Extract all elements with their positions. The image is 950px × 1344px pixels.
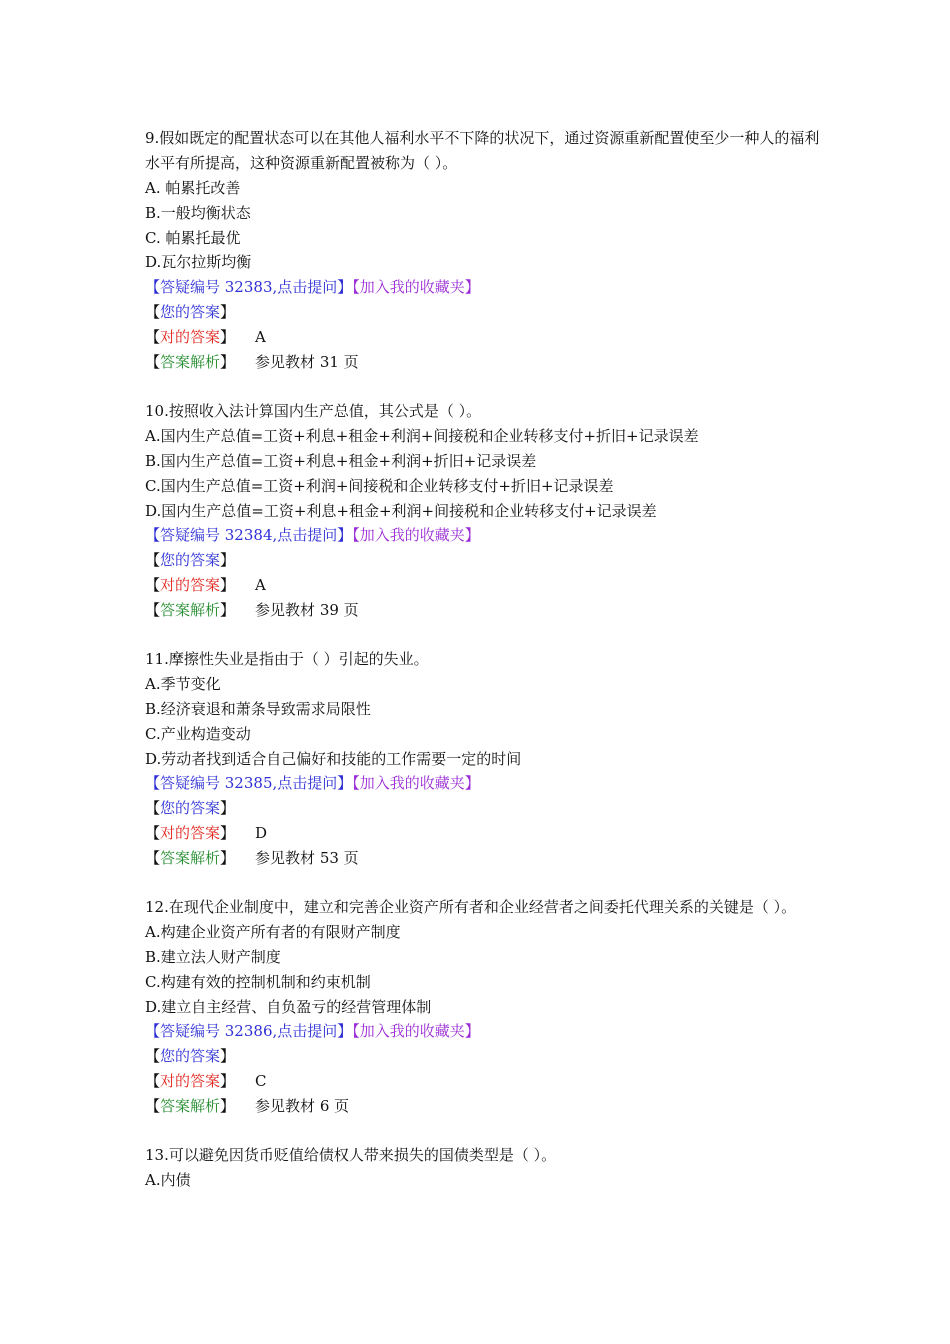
option-c: C.国内生产总值=工资+利润+间接税和企业转移支付+折旧+记录误差 <box>145 476 614 495</box>
your-answer-row: 【您的答案】 <box>145 1047 236 1066</box>
analysis-label: 答案解析 <box>160 353 221 372</box>
analysis-label: 答案解析 <box>160 849 221 868</box>
option-d: D.瓦尔拉斯均衡 <box>145 253 252 272</box>
correct-answer-label: 对的答案 <box>160 328 221 347</box>
question-13 <box>145 1143 825 1193</box>
question-11 <box>145 647 825 871</box>
document-page <box>145 126 825 1217</box>
action-links <box>145 523 825 548</box>
qa-link[interactable]: 【答疑编号 32383,点击提问】 <box>145 278 353 297</box>
question-10 <box>145 399 825 623</box>
qa-link[interactable]: 【答疑编号 32386,点击提问】 <box>145 1022 353 1041</box>
question-stem: 12.在现代企业制度中，建立和完善企业资产所有者和企业经营者之间委托代理关系的关键是（ ）。 <box>145 898 797 916</box>
analysis-text: 参见教材 53 页 <box>255 849 359 868</box>
option-b: B.经济衰退和萧条导致需求局限性 <box>145 699 371 718</box>
option-a: A.构建企业资产所有者的有限财产制度 <box>145 922 401 941</box>
action-links <box>145 771 825 796</box>
correct-answer-row: 【对的答案】 C <box>145 1072 267 1091</box>
your-answer-label: 您的答案 <box>160 1047 221 1066</box>
qa-link[interactable]: 【答疑编号 32385,点击提问】 <box>145 774 353 793</box>
option-a: A. 帕累托改善 <box>145 178 241 197</box>
analysis-row: 【答案解析】 参见教材 39 页 <box>145 601 359 620</box>
favorite-link[interactable]: 【加入我的收藏夹】 <box>352 278 480 297</box>
analysis-label: 答案解析 <box>160 1097 221 1116</box>
option-a: A.季节变化 <box>145 674 221 693</box>
your-answer-row: 【您的答案】 <box>145 799 236 818</box>
action-links <box>145 1019 825 1044</box>
your-answer-label: 您的答案 <box>160 551 221 570</box>
option-b: B.建立法人财产制度 <box>145 947 281 966</box>
correct-answer-label: 对的答案 <box>160 824 221 843</box>
option-c: C. 帕累托最优 <box>145 228 241 247</box>
favorite-link[interactable]: 【加入我的收藏夹】 <box>352 1022 480 1041</box>
correct-answer-value: A <box>255 576 266 595</box>
correct-answer-value: A <box>255 328 266 347</box>
correct-answer-label: 对的答案 <box>160 576 221 595</box>
question-12 <box>145 895 825 1119</box>
option-a: A.内债 <box>145 1170 191 1189</box>
option-b: B.国内生产总值=工资+利息+租金+利润+折旧+记录误差 <box>145 451 537 470</box>
favorite-link[interactable]: 【加入我的收藏夹】 <box>352 774 480 793</box>
qa-link[interactable]: 【答疑编号 32384,点击提问】 <box>145 526 353 545</box>
analysis-row: 【答案解析】 参见教材 6 页 <box>145 1097 350 1116</box>
correct-answer-label: 对的答案 <box>160 1072 221 1091</box>
your-answer-row: 【您的答案】 <box>145 551 236 570</box>
question-stem: 10.按照收入法计算国内生产总值，其公式是（ ）。 <box>145 401 482 420</box>
analysis-text: 参见教材 39 页 <box>255 601 359 620</box>
correct-answer-row: 【对的答案】 A <box>145 576 266 595</box>
your-answer-label: 您的答案 <box>160 303 221 322</box>
option-c: C.构建有效的控制机制和约束机制 <box>145 972 371 991</box>
analysis-row: 【答案解析】 参见教材 31 页 <box>145 353 359 372</box>
option-d: D.国内生产总值=工资+利息+租金+利润+间接税和企业转移支付+记录误差 <box>145 501 657 520</box>
question-stem: 13.可以避免因货币贬值给债权人带来损失的国债类型是（ ）。 <box>145 1146 557 1165</box>
option-b: B.一般均衡状态 <box>145 203 251 222</box>
your-answer-label: 您的答案 <box>160 799 221 818</box>
option-a: A.国内生产总值=工资+利息+租金+利润+间接税和企业转移支付+折旧+记录误差 <box>145 426 699 445</box>
question-9 <box>145 126 825 375</box>
analysis-text: 参见教材 6 页 <box>255 1097 350 1116</box>
correct-answer-row: 【对的答案】 A <box>145 328 266 347</box>
analysis-row: 【答案解析】 参见教材 53 页 <box>145 849 359 868</box>
action-links <box>145 275 825 300</box>
favorite-link[interactable]: 【加入我的收藏夹】 <box>352 526 480 545</box>
correct-answer-row: 【对的答案】 D <box>145 824 268 843</box>
analysis-text: 参见教材 31 页 <box>255 353 359 372</box>
option-d: D.建立自主经营、自负盈亏的经营管理体制 <box>145 997 432 1016</box>
question-stem: 9.假如既定的配置状态可以在其他人福利水平不下降的状况下，通过资源重新配置使至少一种人的福利水平有所提高，这种资源重新配置被称为（ ）。 <box>145 129 820 172</box>
correct-answer-value: D <box>255 824 268 843</box>
your-answer-row: 【您的答案】 <box>145 303 236 322</box>
correct-answer-value: C <box>255 1072 267 1091</box>
option-c: C.产业构造变动 <box>145 724 251 743</box>
option-d: D.劳动者找到适合自己偏好和技能的工作需要一定的时间 <box>145 749 522 768</box>
analysis-label: 答案解析 <box>160 601 221 620</box>
question-stem: 11.摩擦性失业是指由于（ ）引起的失业。 <box>145 649 429 668</box>
